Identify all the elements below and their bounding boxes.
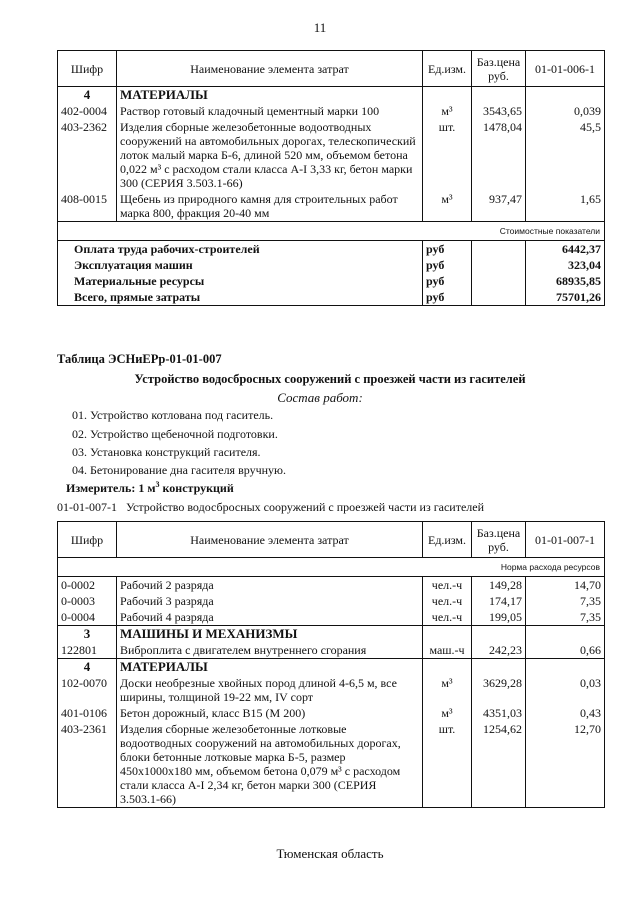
row-code: 0-0004 [58,609,117,626]
row-code: 403-2362 [58,119,117,191]
row-code: 402-0004 [58,103,117,119]
resource-note-row [58,558,605,577]
section-row [58,87,605,104]
section-title: МАШИНЫ И МЕХАНИЗМЫ [117,626,423,643]
header-price: Баз.цена руб. [472,51,526,87]
row-name: Виброплита с двигателем внутреннего сгорания [117,642,423,659]
total-unit: руб [423,241,472,258]
row-price: 937,47 [472,191,526,222]
header-unit: Ед.изм. [423,522,472,558]
measure-unit [66,481,234,496]
work-item: 03. Установка конструкций гасителя. [72,445,261,459]
table-row [58,705,605,721]
row-code: 408-0015 [58,191,117,222]
table-row [58,593,605,609]
row-value: 12,70 [526,721,605,808]
table-row [58,675,605,705]
header-code: Шифр [58,522,117,558]
total-label: Всего, прямые затраты [58,289,423,306]
section-title: МАТЕРИАЛЫ [117,87,423,104]
row-code: 0-0003 [58,593,117,609]
row-name: Доски необрезные хвойных пород длиной 4-6,5 м, все ширины, толщиной 19-22 мм, IV сорт [117,675,423,705]
row-value: 7,35 [526,609,605,626]
page-footer: Тюменская область [276,846,384,861]
row-unit: чел.-ч [423,609,472,626]
row-name: Раствор готовый кладочный цементный марки 100 [117,103,423,119]
header-norm: 01-01-007-1 [526,522,605,558]
row-value: 14,70 [526,577,605,594]
work-item: 02. Устройство щебеночной подготовки. [72,427,278,441]
section-number: 4 [58,659,117,676]
row-code: 401-0106 [58,705,117,721]
section-number: 3 [58,626,117,643]
row-name: Щебень из природного камня для строительных работ марка 800, фракция 20-40 мм [117,191,423,222]
section-title: МАТЕРИАЛЫ [117,659,423,676]
composition-title: Состав работ: [277,390,363,405]
total-label: Эксплуатация машин [58,257,423,273]
header-norm: 01-01-006-1 [526,51,605,87]
row-value: 0,03 [526,675,605,705]
header-name: Наименование элемента затрат [117,522,423,558]
table-title: Таблица ЭСНиЕРр-01-01-007 [57,352,222,366]
row-code: 122801 [58,642,117,659]
row-price: 149,28 [472,577,526,594]
row-name: Рабочий 4 разряда [117,609,423,626]
total-unit: руб [423,257,472,273]
total-row [58,257,605,273]
row-name: Бетон дорожный, класс В15 (М 200) [117,705,423,721]
row-unit: шт. [423,721,472,808]
row-price: 242,23 [472,642,526,659]
cost-note: Стоимостные показатели [58,222,605,241]
measure-sup: 3 [155,480,160,489]
total-unit: руб [423,289,472,306]
total-value: 75701,26 [526,289,605,306]
row-name: Рабочий 3 разряда [117,593,423,609]
row-value: 7,35 [526,593,605,609]
work-item: 01. Устройство котлована под гаситель. [72,408,274,422]
resource-table-2 [57,521,605,808]
table-row [58,721,605,808]
header-code: Шифр [58,51,117,87]
norm-text: Устройство водосбросных сооружений с проезжей части из гасителей [126,500,485,514]
total-value: 6442,37 [526,241,605,258]
row-price: 3629,28 [472,675,526,705]
header-unit: Ед.изм. [423,51,472,87]
row-price: 1254,62 [472,721,526,808]
work-item: 04. Бетонирование дна гасителя вручную. [72,463,287,477]
row-unit: чел.-ч [423,593,472,609]
section-number: 4 [58,87,117,104]
page-number: 11 [313,20,327,35]
row-value: 0,43 [526,705,605,721]
total-value: 68935,85 [526,273,605,289]
total-row [58,241,605,258]
row-name: Рабочий 2 разряда [117,577,423,594]
row-value: 45,5 [526,119,605,191]
table-row [58,119,605,191]
norm-code: 01-01-007-1 [57,500,117,514]
total-value: 323,04 [526,257,605,273]
row-unit: маш.-ч [423,642,472,659]
table-header [58,522,605,558]
table-row [58,609,605,626]
total-label: Оплата труда рабочих-строителей [58,241,423,258]
row-value: 0,66 [526,642,605,659]
row-unit: м³ [423,103,472,119]
row-code: 0-0002 [58,577,117,594]
table-row [58,642,605,659]
row-value: 0,039 [526,103,605,119]
total-row [58,273,605,289]
table-subtitle: Устройство водосбросных сооружений с проезжей части из гасителей [134,372,526,386]
table-row [58,577,605,594]
total-row [58,289,605,306]
total-unit: руб [423,273,472,289]
measure-rest: конструкций [159,481,234,495]
resource-note: Норма расхода ресурсов [58,558,605,577]
header-name: Наименование элемента затрат [117,51,423,87]
cost-note-row [58,222,605,241]
row-name: Изделия сборные железобетонные водоотводных сооружений на автомобильных дорогах, телескопический лоток малый марка Б-6, длиной 520 мм, объемом бетона 0,022 м³ с расходом стали класса А-I 3,33 кг, бетон марки 300 (СЕРИЯ 3.503.1-66) [117,119,423,191]
row-name: Изделия сборные железобетонные лотковые водоотводных сооружений на автомобильных дорогах, блоки бетонные лотковые марка Б-5, размер 450x1000x180 мм, объемом бетона 0,079 м³ с расходом стали класса А-I 2,34 кг, бетон марки 300 (СЕРИЯ 3.503.1-66) [117,721,423,808]
row-unit: м³ [423,705,472,721]
row-unit: м³ [423,191,472,222]
row-code: 403-2361 [58,721,117,808]
row-price: 3543,65 [472,103,526,119]
table-row [58,191,605,222]
row-code: 102-0070 [58,675,117,705]
row-value: 1,65 [526,191,605,222]
row-unit: м³ [423,675,472,705]
row-unit: шт. [423,119,472,191]
row-price: 199,05 [472,609,526,626]
resource-table-1 [57,50,605,306]
norm-line [57,500,484,515]
row-unit: чел.-ч [423,577,472,594]
row-price: 174,17 [472,593,526,609]
table-row [58,103,605,119]
table-header [58,51,605,87]
measure-label: Измеритель: 1 м [66,481,156,495]
section-row [58,659,605,676]
total-label: Материальные ресурсы [58,273,423,289]
row-price: 1478,04 [472,119,526,191]
section-row [58,626,605,643]
header-price: Баз.цена руб. [472,522,526,558]
row-price: 4351,03 [472,705,526,721]
